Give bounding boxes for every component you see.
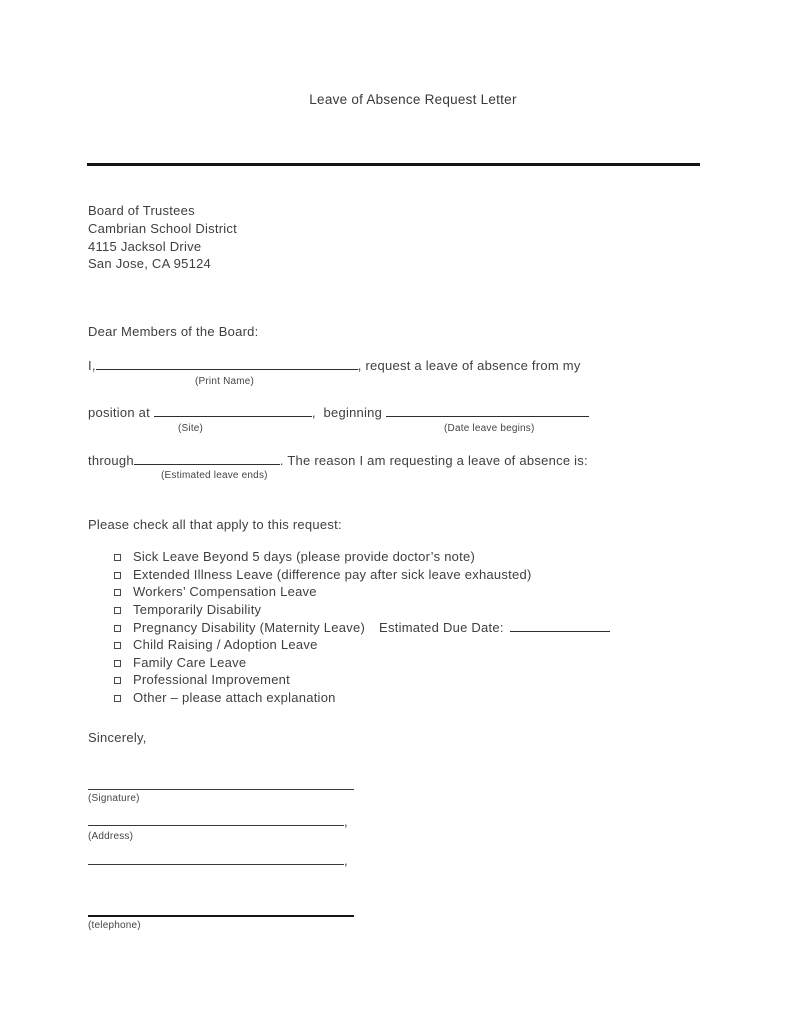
checkbox-sick-leave[interactable]	[114, 554, 121, 561]
line3-prefix: through	[88, 453, 134, 468]
address-line[interactable]	[88, 813, 344, 826]
checkbox-other[interactable]	[114, 695, 121, 702]
address-2-trailing-comma: ,	[344, 853, 348, 868]
checklist-row-temporary-disability	[114, 602, 610, 620]
site-hint: (Site)	[178, 423, 204, 434]
checklist-label: Pregnancy Disability (Maternity Leave)	[133, 620, 366, 636]
date-begins-hint: (Date leave begins)	[444, 423, 535, 434]
body-line-2	[88, 404, 589, 420]
recipient-line: San Jose, CA 95124	[88, 256, 212, 272]
checkbox-child-raising[interactable]	[114, 642, 121, 649]
date-begins-blank[interactable]	[386, 404, 589, 417]
due-date-label: Estimated Due Date:	[379, 620, 504, 636]
checklist-row-workers-comp	[114, 584, 610, 602]
checklist-row-pregnancy-disability	[114, 619, 610, 637]
address-line-2-row	[88, 852, 348, 868]
checklist	[114, 549, 610, 707]
signature-line[interactable]	[88, 776, 354, 790]
line1-suffix: , request a leave of absence from my	[357, 358, 581, 373]
checklist-intro: Please check all that apply to this request:	[88, 517, 342, 532]
print-name-hint: (Print Name)	[195, 376, 255, 387]
checklist-label: Workers’ Compensation Leave	[133, 584, 317, 600]
checkbox-professional-improvement[interactable]	[114, 677, 121, 684]
print-name-blank[interactable]	[96, 357, 358, 370]
recipient-line: 4115 Jacksol Drive	[88, 238, 202, 254]
checkbox-temporary-disability[interactable]	[114, 607, 121, 614]
recipient-line: Cambrian School District	[88, 220, 238, 236]
address-hint: (Address)	[88, 831, 134, 842]
checklist-label: Family Care Leave	[133, 654, 247, 670]
line3-suffix: . The reason I am requesting a leave of absence is:	[279, 453, 588, 468]
checkbox-pregnancy-disability[interactable]	[114, 625, 121, 632]
checkbox-extended-illness[interactable]	[114, 572, 121, 579]
due-date-blank[interactable]	[510, 619, 610, 632]
line1-prefix: I,	[88, 358, 96, 373]
body-line-3	[88, 452, 588, 468]
recipient-line: Board of Trustees	[88, 203, 195, 218]
checklist-label: Other – please attach explanation	[133, 689, 336, 705]
address-line-row	[88, 813, 348, 829]
checklist-label: Professional Improvement	[133, 672, 291, 688]
line2-mid: beginning	[323, 405, 383, 420]
checklist-row-other	[114, 690, 610, 708]
document-title: Leave of Absence Request Letter	[309, 92, 517, 107]
checklist-row-professional-improvement	[114, 672, 610, 690]
checkbox-family-care[interactable]	[114, 660, 121, 667]
site-blank[interactable]	[154, 404, 312, 417]
address-trailing-comma: ,	[344, 814, 348, 829]
telephone-hint: (telephone)	[88, 920, 141, 931]
checkbox-workers-comp[interactable]	[114, 589, 121, 596]
line2-comma: ,	[311, 405, 316, 420]
checklist-row-extended-illness	[114, 567, 610, 585]
leave-ends-hint: (Estimated leave ends)	[161, 470, 268, 481]
signature-hint: (Signature)	[88, 793, 140, 804]
salutation: Dear Members of the Board:	[88, 324, 259, 339]
address-line-2[interactable]	[88, 852, 344, 865]
leave-ends-blank[interactable]	[134, 452, 280, 465]
checklist-label: Temporarily Disability	[133, 601, 262, 617]
body-line-1	[88, 357, 581, 373]
checklist-row-child-raising	[114, 637, 610, 655]
horizontal-rule	[87, 163, 700, 166]
checklist-row-family-care	[114, 655, 610, 673]
signoff: Sincerely,	[88, 730, 147, 745]
recipient-address-block	[88, 202, 237, 273]
checklist-label: Sick Leave Beyond 5 days (please provide doctor’s note)	[133, 549, 476, 564]
line2-prefix: position at	[88, 405, 151, 420]
checklist-row-sick-leave	[114, 549, 610, 567]
checklist-label: Child Raising / Adoption Leave	[133, 636, 318, 652]
telephone-line[interactable]	[88, 903, 354, 917]
checklist-label: Extended Illness Leave (difference pay after sick leave exhausted)	[133, 566, 532, 582]
